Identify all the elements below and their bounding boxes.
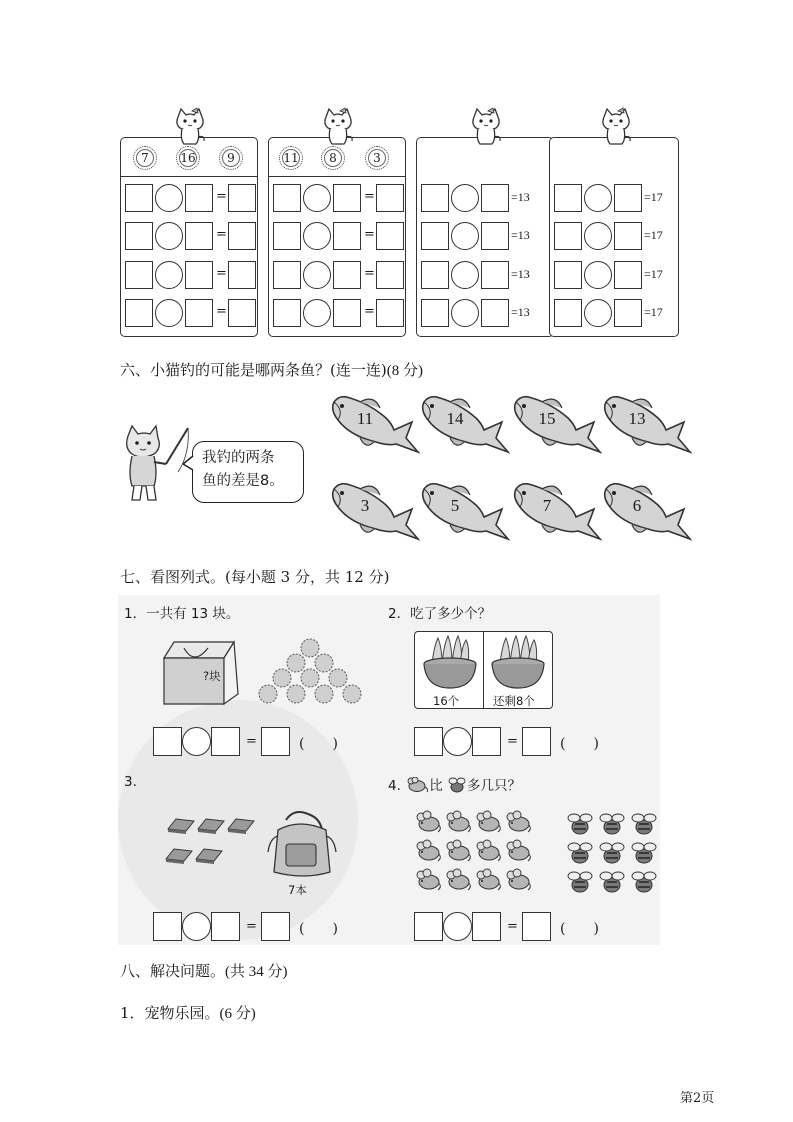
mouse-icon: [414, 839, 442, 867]
unit-parentheses[interactable]: ( ): [299, 736, 338, 752]
kitten-icon: [170, 107, 210, 147]
fish-item[interactable]: [330, 479, 420, 541]
answer-box[interactable]: [481, 184, 509, 212]
answer-box[interactable]: [211, 912, 240, 941]
bubble-tail-icon: [183, 456, 195, 472]
section6-heading: [120, 359, 423, 380]
bee-icon: [630, 810, 658, 842]
speech-bubble: [192, 441, 304, 503]
flower-number: 3: [373, 151, 381, 165]
answer-box[interactable]: [273, 261, 301, 289]
equation-result: =13: [511, 267, 530, 281]
operator-circle[interactable]: [155, 222, 183, 250]
operator-circle[interactable]: [584, 299, 612, 327]
answer-box[interactable]: [421, 222, 449, 250]
answer-box[interactable]: [614, 184, 642, 212]
equation-result: =13: [511, 305, 530, 319]
answer-box[interactable]: [376, 299, 404, 327]
answer-box[interactable]: [614, 299, 642, 327]
answer-box[interactable]: [228, 299, 256, 327]
answer-box[interactable]: [185, 299, 213, 327]
equation-result: =17: [644, 267, 663, 281]
section8-q1-label: 1．宠物乐园。: [120, 1004, 220, 1022]
mouse-icon: [504, 868, 532, 896]
answer-box[interactable]: [185, 261, 213, 289]
operator-circle[interactable]: [451, 299, 479, 327]
operator-circle[interactable]: [155, 184, 183, 212]
mouse-icon: [474, 839, 502, 867]
equation-result: =13: [511, 190, 530, 204]
flower-number: 7: [141, 151, 149, 165]
answer-box[interactable]: [261, 727, 290, 756]
answer-box[interactable]: [481, 299, 509, 327]
q3-label: 3.: [124, 774, 137, 790]
fish-item[interactable]: [602, 479, 692, 541]
answer-box[interactable]: [333, 261, 361, 289]
fish-number: 13: [628, 409, 646, 428]
answer-box[interactable]: [376, 184, 404, 212]
section8-heading: [120, 960, 288, 981]
fish-number: 14: [446, 409, 464, 428]
fishing-cat-icon: [118, 424, 190, 504]
operator-circle[interactable]: [155, 299, 183, 327]
fish-number: 7: [542, 496, 552, 515]
bee-icon: [598, 868, 626, 900]
answer-box[interactable]: [414, 912, 443, 941]
speech-line: 我钓的两条: [202, 450, 275, 466]
equation-result: =17: [644, 228, 663, 242]
fish-number: 11: [356, 409, 374, 428]
operator-circle[interactable]: [182, 727, 211, 756]
fish-item[interactable]: [420, 392, 510, 454]
section6-points: (8 分): [386, 363, 423, 379]
answer-box[interactable]: [522, 727, 551, 756]
answer-box[interactable]: [554, 299, 582, 327]
answer-box[interactable]: [421, 184, 449, 212]
number-flower: [176, 146, 200, 170]
section6-instruction: (连一连): [330, 361, 387, 379]
number-flower: [365, 146, 389, 170]
answer-box[interactable]: [414, 727, 443, 756]
bee-icon: [630, 868, 658, 900]
q1-label: 1．一共有 13 块。: [124, 606, 240, 622]
fish-item[interactable]: [602, 392, 692, 454]
answer-box[interactable]: [125, 299, 153, 327]
section6-title: 六、小猫钓的可能是哪两条鱼？: [120, 361, 331, 379]
operator-circle[interactable]: [443, 912, 472, 941]
page-number: 第2页: [680, 1091, 715, 1106]
answer-box[interactable]: [421, 299, 449, 327]
mouse-icon: [504, 810, 532, 838]
section7-points: (每小题 3 分，共 12 分): [225, 568, 390, 586]
answer-box[interactable]: [614, 261, 642, 289]
answer-box[interactable]: [333, 184, 361, 212]
operator-circle[interactable]: [182, 912, 211, 941]
mouse-icon: [474, 868, 502, 896]
operator-circle[interactable]: [584, 184, 612, 212]
section8-title: 八、解决问题。: [120, 962, 226, 980]
number-flower: [279, 146, 303, 170]
operator-circle[interactable]: [584, 261, 612, 289]
q4-compare: 比: [429, 778, 443, 794]
caption-remaining: 还剩8个: [493, 694, 535, 708]
answer-box[interactable]: [185, 222, 213, 250]
answer-box[interactable]: [333, 299, 361, 327]
equals-sign: =: [216, 266, 227, 281]
answer-box[interactable]: [554, 184, 582, 212]
equals-sign: =: [364, 227, 375, 242]
answer-box[interactable]: [273, 299, 301, 327]
fish-number: 3: [360, 496, 370, 515]
bee-icon: [566, 839, 594, 871]
answer-box[interactable]: [153, 727, 182, 756]
bag-label: ?块: [203, 669, 221, 683]
number-flower: [133, 146, 157, 170]
answer-box[interactable]: [472, 912, 501, 941]
gift-bag-icon: [160, 638, 242, 708]
flower-number: 9: [227, 151, 235, 165]
flower-number: 16: [180, 151, 196, 165]
speech-line: 鱼的差是8。: [202, 473, 284, 489]
answer-box[interactable]: [522, 912, 551, 941]
answer-box[interactable]: [376, 222, 404, 250]
fish-item[interactable]: [512, 392, 602, 454]
mouse-icon: [414, 810, 442, 838]
fish-item[interactable]: [420, 479, 510, 541]
operator-circle[interactable]: [303, 299, 331, 327]
section7-title: 七、看图列式。: [120, 568, 226, 586]
operator-circle[interactable]: [451, 261, 479, 289]
mouse-icon: [405, 777, 429, 793]
equals-sign: =: [216, 189, 227, 204]
equals-sign: =: [507, 919, 518, 934]
mouse-icon: [474, 810, 502, 838]
operator-circle[interactable]: [584, 222, 612, 250]
bee-icon: [630, 839, 658, 871]
mooncakes-icon: [256, 638, 364, 706]
equals-sign: =: [507, 734, 518, 749]
answer-box[interactable]: [273, 222, 301, 250]
bee-icon: [598, 839, 626, 871]
answer-box[interactable]: [185, 184, 213, 212]
answer-box[interactable]: [228, 222, 256, 250]
bee-icon: [598, 810, 626, 842]
q4-number: 4.: [388, 778, 401, 794]
equals-sign: =: [216, 227, 227, 242]
basket-icon: [488, 634, 548, 690]
books-icon: [160, 815, 260, 875]
answer-box[interactable]: [554, 222, 582, 250]
section8-q1: [120, 1002, 256, 1023]
q2-label: 2．吃了多少个？: [388, 606, 492, 622]
flower-number: 8: [329, 151, 337, 165]
mouse-icon: [504, 839, 532, 867]
q4-label: [388, 774, 521, 794]
answer-box[interactable]: [421, 261, 449, 289]
mouse-icon: [444, 839, 472, 867]
bee-icon: [566, 868, 594, 900]
section8-points: (共 34 分): [225, 964, 288, 980]
equals-sign: =: [364, 266, 375, 281]
unit-parentheses[interactable]: ( ): [560, 736, 599, 752]
caption-total: 16个: [433, 694, 460, 708]
q4-question: 多几只？: [466, 778, 521, 794]
answer-box[interactable]: [228, 184, 256, 212]
fish-item[interactable]: [512, 479, 602, 541]
operator-circle[interactable]: [451, 222, 479, 250]
answer-box[interactable]: [333, 222, 361, 250]
fish-number: 5: [450, 496, 460, 515]
unit-parentheses[interactable]: ( ): [299, 921, 338, 937]
section8-q1-points: (6 分): [219, 1006, 256, 1022]
books-caption: 7本: [288, 883, 307, 897]
operator-circle[interactable]: [303, 261, 331, 289]
mouse-icon: [444, 868, 472, 896]
flower-number: 11: [283, 151, 299, 165]
kitten-icon: [596, 107, 636, 147]
answer-box[interactable]: [125, 222, 153, 250]
section7-heading: [120, 566, 389, 587]
answer-box[interactable]: [554, 261, 582, 289]
number-flower: [321, 146, 345, 170]
equals-sign: =: [246, 734, 257, 749]
equals-sign: =: [364, 304, 375, 319]
equals-sign: =: [216, 304, 227, 319]
answer-box[interactable]: [153, 912, 182, 941]
answer-box[interactable]: [273, 184, 301, 212]
operator-circle[interactable]: [443, 727, 472, 756]
fish-number: 15: [538, 409, 556, 428]
operator-circle[interactable]: [303, 184, 331, 212]
frame-divider: [483, 632, 484, 708]
mouse-icon: [444, 810, 472, 838]
answer-box[interactable]: [376, 261, 404, 289]
answer-box[interactable]: [211, 727, 240, 756]
answer-box[interactable]: [614, 222, 642, 250]
answer-box[interactable]: [261, 912, 290, 941]
fish-item[interactable]: [330, 392, 420, 454]
mouse-icon: [414, 868, 442, 896]
operator-circle[interactable]: [451, 184, 479, 212]
equation-result: =17: [644, 305, 663, 319]
answer-box[interactable]: [481, 261, 509, 289]
unit-parentheses[interactable]: ( ): [560, 921, 599, 937]
number-flower: [219, 146, 243, 170]
equation-result: =17: [644, 190, 663, 204]
equation-result: =13: [511, 228, 530, 242]
answer-box[interactable]: [125, 261, 153, 289]
bee-icon: [566, 810, 594, 842]
fish-number: 6: [632, 496, 642, 515]
answer-box[interactable]: [125, 184, 153, 212]
equals-sign: =: [246, 919, 257, 934]
answer-box[interactable]: [481, 222, 509, 250]
answer-box[interactable]: [472, 727, 501, 756]
basket-icon: [420, 634, 480, 690]
operator-circle[interactable]: [155, 261, 183, 289]
kitten-icon: [318, 107, 358, 147]
kitten-icon: [466, 107, 506, 147]
equals-sign: =: [364, 189, 375, 204]
bee-icon: [447, 776, 467, 794]
answer-box[interactable]: [228, 261, 256, 289]
operator-circle[interactable]: [303, 222, 331, 250]
backpack-icon: [264, 808, 340, 880]
